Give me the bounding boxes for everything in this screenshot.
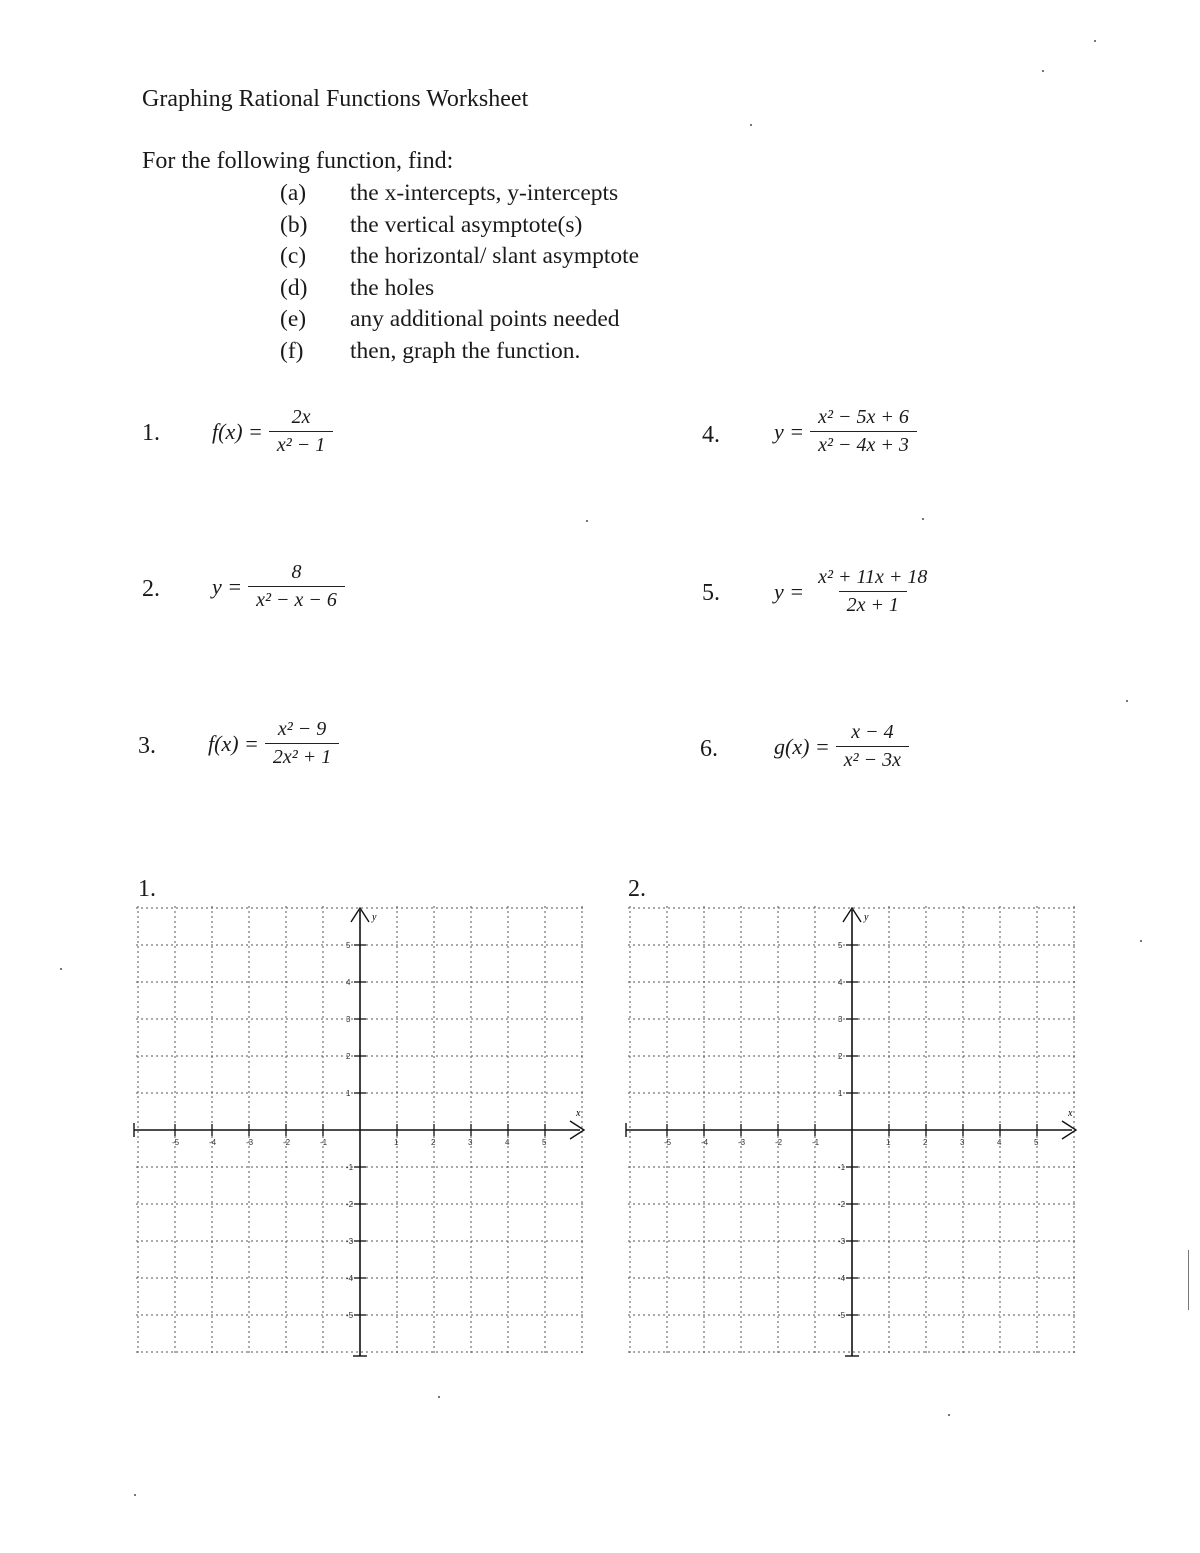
problem-3-function xyxy=(208,718,339,769)
task-text: then, graph the function. xyxy=(350,337,581,364)
problem-5-number: 5. xyxy=(702,580,720,606)
problem-5-function xyxy=(774,566,935,617)
scan-speck xyxy=(1126,700,1128,702)
x-tick-label: 4 xyxy=(997,1138,1002,1147)
problem-4-denominator: x² − 4x + 3 xyxy=(810,431,917,457)
graph-1-label: 1. xyxy=(138,876,156,902)
x-tick-label: -3 xyxy=(246,1138,254,1147)
x-tick-label: 5 xyxy=(542,1138,547,1147)
problem-4-function xyxy=(774,406,917,457)
x-tick-label: 4 xyxy=(505,1138,510,1147)
x-tick-label: -1 xyxy=(320,1138,328,1147)
problem-2-lhs: y = xyxy=(212,573,243,599)
y-tick-label: -4 xyxy=(346,1274,354,1283)
y-tick-label: -1 xyxy=(838,1163,846,1172)
problem-4-number: 4. xyxy=(702,422,720,448)
scan-speck xyxy=(586,520,588,522)
x-tick-label: -4 xyxy=(701,1138,709,1147)
instructions-intro: For the following function, find: xyxy=(142,148,454,174)
y-tick-label: 4 xyxy=(346,978,351,987)
y-tick-label: 2 xyxy=(838,1052,843,1061)
y-axis-label: y xyxy=(372,912,377,923)
y-tick-label: 5 xyxy=(346,941,351,950)
y-tick-label: -5 xyxy=(838,1311,846,1320)
problem-6-fraction xyxy=(836,721,909,772)
problem-5-denominator: 2x + 1 xyxy=(839,591,907,617)
scan-speck xyxy=(438,1396,440,1398)
x-tick-label: 1 xyxy=(394,1138,399,1147)
y-tick-label: -2 xyxy=(346,1200,354,1209)
problem-5-lhs: y = xyxy=(774,578,805,604)
y-tick-label: 1 xyxy=(838,1089,843,1098)
task-item xyxy=(280,180,639,212)
y-tick-label: -2 xyxy=(838,1200,846,1209)
problem-3-number: 3. xyxy=(138,733,156,759)
task-tag: (a) xyxy=(280,180,307,206)
y-tick-label: 3 xyxy=(346,1015,351,1024)
problem-1-function xyxy=(212,406,333,457)
y-tick-label: -4 xyxy=(838,1274,846,1283)
x-tick-label: 2 xyxy=(431,1138,436,1147)
x-tick-label: 1 xyxy=(886,1138,891,1147)
task-item xyxy=(280,338,639,370)
y-tick-label: -3 xyxy=(838,1237,846,1246)
x-tick-label: -2 xyxy=(775,1138,783,1147)
problem-1-fraction xyxy=(269,406,333,457)
problem-3-fraction xyxy=(265,718,339,769)
task-text: the vertical asymptote(s) xyxy=(350,211,583,238)
problem-4-fraction xyxy=(810,406,917,457)
problem-6-function xyxy=(774,721,909,772)
x-tick-label: 2 xyxy=(923,1138,928,1147)
problem-6-numerator: x − 4 xyxy=(851,721,894,743)
scan-speck xyxy=(60,968,62,970)
y-tick-label: 1 xyxy=(346,1089,351,1098)
problem-6-denominator: x² − 3x xyxy=(836,746,909,772)
x-tick-label: 3 xyxy=(468,1138,473,1147)
task-list xyxy=(280,180,639,369)
problem-3-lhs: f(x) = xyxy=(208,730,259,756)
graph-2-grid xyxy=(622,900,1082,1360)
y-tick-label: 3 xyxy=(838,1015,843,1024)
scan-edge-mark xyxy=(1188,1250,1189,1310)
x-tick-label: 3 xyxy=(960,1138,965,1147)
x-axis-label: x xyxy=(576,1108,581,1119)
task-text: the x-intercepts, y-intercepts xyxy=(350,180,619,206)
y-tick-label: 4 xyxy=(838,978,843,987)
y-tick-label: -1 xyxy=(346,1163,354,1172)
x-tick-label: -3 xyxy=(738,1138,746,1147)
task-tag: (f) xyxy=(280,337,304,364)
y-tick-label: -3 xyxy=(346,1237,354,1246)
problem-1-number: 1. xyxy=(142,420,160,446)
problem-2-fraction xyxy=(248,561,345,612)
problem-6-number: 6. xyxy=(700,736,718,762)
x-tick-label: -5 xyxy=(172,1138,180,1147)
task-tag: (c) xyxy=(280,243,307,269)
graph-2-label: 2. xyxy=(628,876,646,902)
problem-4-numerator: x² − 5x + 6 xyxy=(818,406,909,428)
task-text: the holes xyxy=(350,274,435,301)
problem-4-lhs: y = xyxy=(774,418,805,444)
problem-5-fraction xyxy=(810,566,935,617)
problem-3-numerator: x² − 9 xyxy=(277,718,327,740)
problem-1-numerator: 2x xyxy=(291,406,311,428)
task-item xyxy=(280,212,639,244)
worksheet-title: Graphing Rational Functions Worksheet xyxy=(142,86,529,112)
task-item xyxy=(280,306,639,338)
scan-speck xyxy=(134,1494,136,1496)
x-axis-label: x xyxy=(1068,1108,1073,1119)
problem-3-denominator: 2x² + 1 xyxy=(265,743,339,769)
problem-1-lhs: f(x) = xyxy=(212,418,263,444)
x-tick-label: -4 xyxy=(209,1138,217,1147)
x-tick-label: 5 xyxy=(1034,1138,1039,1147)
problem-5-numerator: x² + 11x + 18 xyxy=(818,566,928,588)
y-tick-label: 2 xyxy=(346,1052,351,1061)
scan-speck xyxy=(948,1414,950,1416)
scan-speck xyxy=(1140,940,1142,942)
problem-2-denominator: x² − x − 6 xyxy=(248,586,345,612)
graph-1-grid xyxy=(130,900,590,1360)
task-text: any additional points needed xyxy=(350,306,620,332)
task-item xyxy=(280,275,639,307)
x-tick-label: -2 xyxy=(283,1138,291,1147)
y-tick-label: 5 xyxy=(838,941,843,950)
scan-speck xyxy=(750,124,752,126)
task-tag: (e) xyxy=(280,306,307,332)
problem-2-function xyxy=(212,561,345,612)
problem-1-denominator: x² − 1 xyxy=(269,431,333,457)
problem-6-lhs: g(x) = xyxy=(774,733,830,759)
y-tick-label: -5 xyxy=(346,1311,354,1320)
task-tag: (d) xyxy=(280,274,308,301)
y-axis-label: y xyxy=(864,912,869,923)
x-tick-label: -5 xyxy=(664,1138,672,1147)
scan-speck xyxy=(922,518,924,520)
task-text: the horizontal/ slant asymptote xyxy=(350,243,640,269)
task-tag: (b) xyxy=(280,211,308,238)
task-item xyxy=(280,243,639,275)
problem-2-numerator: 8 xyxy=(291,561,302,583)
scan-speck xyxy=(1042,70,1044,72)
scan-speck xyxy=(1094,40,1096,42)
problem-2-number: 2. xyxy=(142,576,160,602)
x-tick-label: -1 xyxy=(812,1138,820,1147)
